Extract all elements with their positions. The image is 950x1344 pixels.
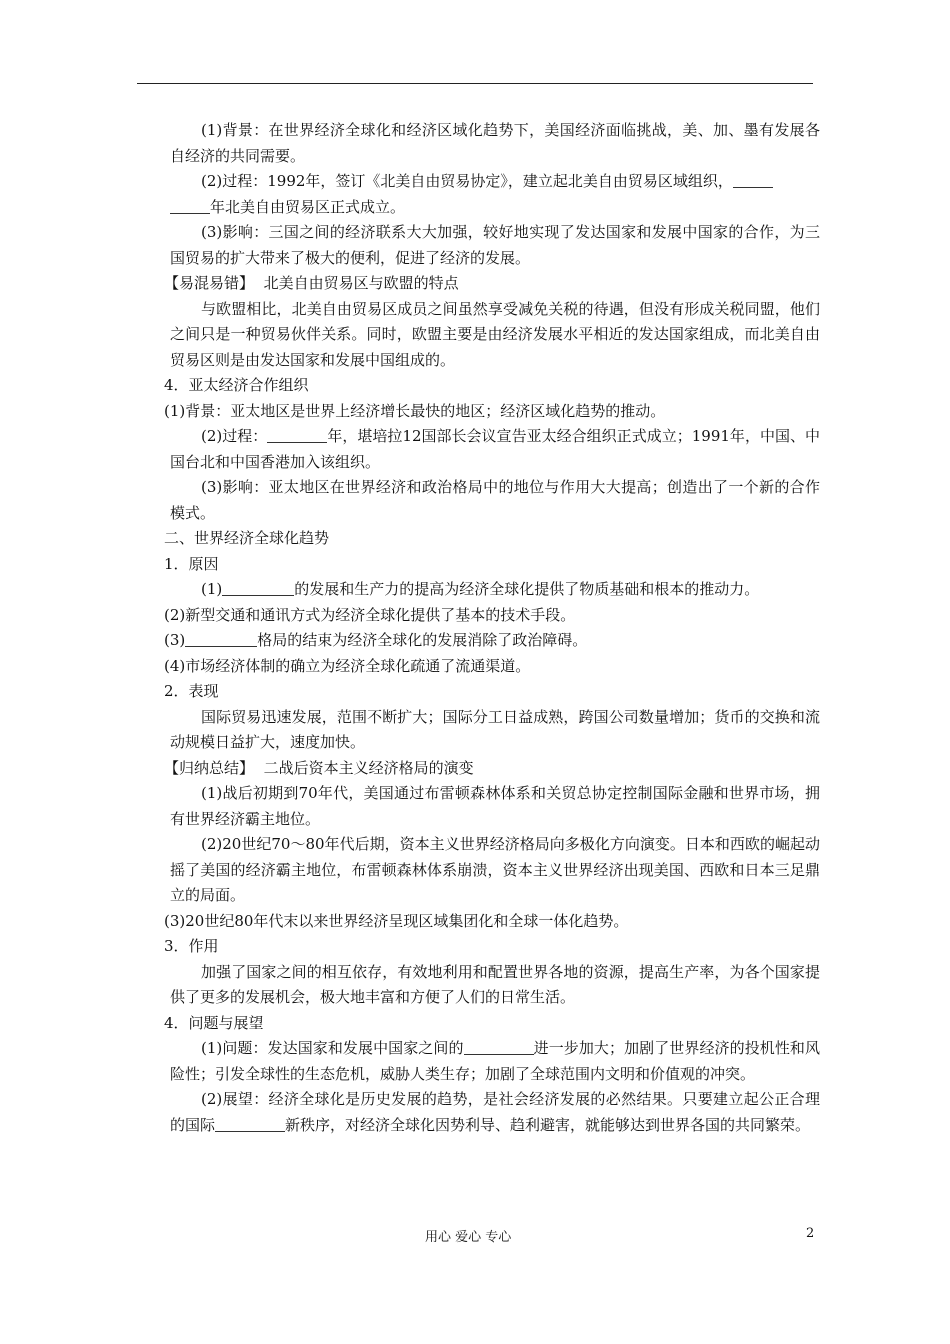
callout-label: 【易混易错】: [164, 274, 255, 292]
fill-blank[interactable]: [222, 580, 294, 596]
section-title-globalization: 二、世界经济全球化趋势: [164, 529, 330, 547]
text-span: 进一步加大；加剧了世界经济的投机性和风险性；引发全球性的生态危机，威胁人类生存；加剧了全球范围内文明和价值观的冲突。: [170, 1039, 820, 1083]
callout-title: 北美自由贸易区与欧盟的特点: [263, 274, 459, 292]
paragraph-background: (1)背景：在世界经济全球化和经济区域化趋势下，美国经济面临挑战，美、加、墨有发展各自经济的共同需要。: [170, 121, 820, 165]
text-span: (3): [164, 631, 186, 649]
paragraph-postwar-2: (2)20世纪70～80年代后期，资本主义世界经济格局向多极化方向演变。日本和西欧的崛起动摇了美国的经济霸主地位，布雷顿森林体系崩溃，资本主义世界经济出现美国、西欧和日本三足鼎立的局面。: [170, 835, 820, 904]
paragraph-problems: [170, 1036, 820, 1087]
paragraph-manifestation: 国际贸易迅速发展，范围不断扩大；国际分工日益成熟，跨国公司数量增加；货币的交换和流动规模日益扩大，速度加快。: [170, 707, 820, 751]
paragraph-process: [170, 169, 820, 220]
paragraph-outlook: [170, 1087, 820, 1138]
document-body: [164, 118, 821, 1138]
text-span: 的发展和生产力的提高为经济全球化提供了物质基础和根本的推动力。: [294, 580, 760, 598]
callout-label: 【归纳总结】: [164, 758, 255, 777]
text-span: (2)过程：1992年，签订《北美自由贸易协定》，建立起北美自由贸易区域组织，: [201, 172, 733, 190]
paragraph-apec-process: [170, 424, 820, 475]
paragraph-apec-background: (1)背景：亚太地区是世界上经济增长最快的地区；经济区域化趋势的推动。: [164, 401, 666, 420]
fill-blank[interactable]: [215, 1116, 285, 1132]
callout-title: 二战后资本主义经济格局的演变: [263, 758, 474, 777]
fill-blank[interactable]: [267, 427, 327, 443]
text-span: 新秩序，对经济全球化因势利导、趋利避害，就能够达到世界各国的共同繁荣。: [285, 1115, 811, 1134]
heading-problems-outlook: 4．问题与展望: [164, 1013, 264, 1032]
paragraph-cause-3: [164, 628, 820, 654]
paragraph-apec-impact: (3)影响：亚太地区在世界经济和政治格局中的地位与作用大大提高；创造出了一个新的合作模式。: [170, 478, 820, 522]
paragraph-postwar-1: (1)战后初期到70年代，美国通过布雷顿森林体系和关贸总协定控制国际金融和世界市场，拥有世界经济霸主地位。: [170, 784, 820, 828]
text-span: 年北美自由贸易区正式成立。: [210, 197, 406, 216]
fill-blank[interactable]: [170, 198, 210, 214]
paragraph-cause-2: (2)新型交通和通讯方式为经济全球化提供了基本的技术手段。: [164, 605, 576, 624]
paragraph-impact: (3)影响：三国之间的经济联系大大加强，较好地实现了发达国家和发展中国家的合作，为三国贸易的扩大带来了极大的便利，促进了经济的发展。: [170, 223, 820, 267]
callout-confusing: [164, 271, 820, 297]
text-span: (2)过程：: [201, 427, 268, 445]
footer-slogan: 用心 爱心 专心: [425, 1230, 512, 1245]
fill-blank[interactable]: [733, 172, 773, 188]
header-rule: [137, 83, 813, 84]
paragraph-comparison: 与欧盟相比，北美自由贸易区成员之间虽然享受减免关税的待遇，但没有形成关税同盟，他们之间只是一种贸易伙伴关系。同时，欧盟主要是由经济发展水平相近的发达国家组成，而北美自由贸易区则是由发达国家和发展中国组成的。: [170, 299, 820, 369]
fill-blank[interactable]: [185, 631, 257, 647]
text-span: (2)展望：经济全球化是历史发展的趋势，是社会经济发展的必然结果。只要建立起公正合理的国际: [170, 1090, 820, 1134]
heading-apec: 4．亚太经济合作组织: [164, 376, 309, 394]
heading-causes: 1．原因: [164, 554, 219, 573]
paragraph-cause-4: (4)市场经济体制的确立为经济全球化疏通了流通渠道。: [164, 656, 531, 675]
page-number: 2: [806, 1226, 815, 1241]
text-span: (1): [201, 580, 223, 598]
text-span: 格局的结束为经济全球化的发展消除了政治障碍。: [257, 631, 588, 649]
text-span: 年，堪培拉12国部长会议宣告亚太经合组织正式成立；1991年，中国、中国台北和中国香港加入该组织。: [170, 427, 821, 471]
paragraph-role: 加强了国家之间的相互依存，有效地利用和配置世界各地的资源，提高生产率，为各个国家提供了更多的发展机会，极大地丰富和方便了人们的日常生活。: [170, 962, 820, 1006]
paragraph-postwar-3: (3)20世纪80年代末以来世界经济呈现区域集团化和全球一体化趋势。: [164, 911, 629, 930]
callout-summary: [164, 756, 820, 782]
text-span: (1)问题：发达国家和发展中国家之间的: [201, 1039, 464, 1057]
heading-role: 3．作用: [164, 937, 219, 955]
paragraph-cause-1: [170, 577, 820, 603]
fill-blank[interactable]: [464, 1039, 534, 1055]
heading-manifestation: 2．表现: [164, 682, 219, 700]
